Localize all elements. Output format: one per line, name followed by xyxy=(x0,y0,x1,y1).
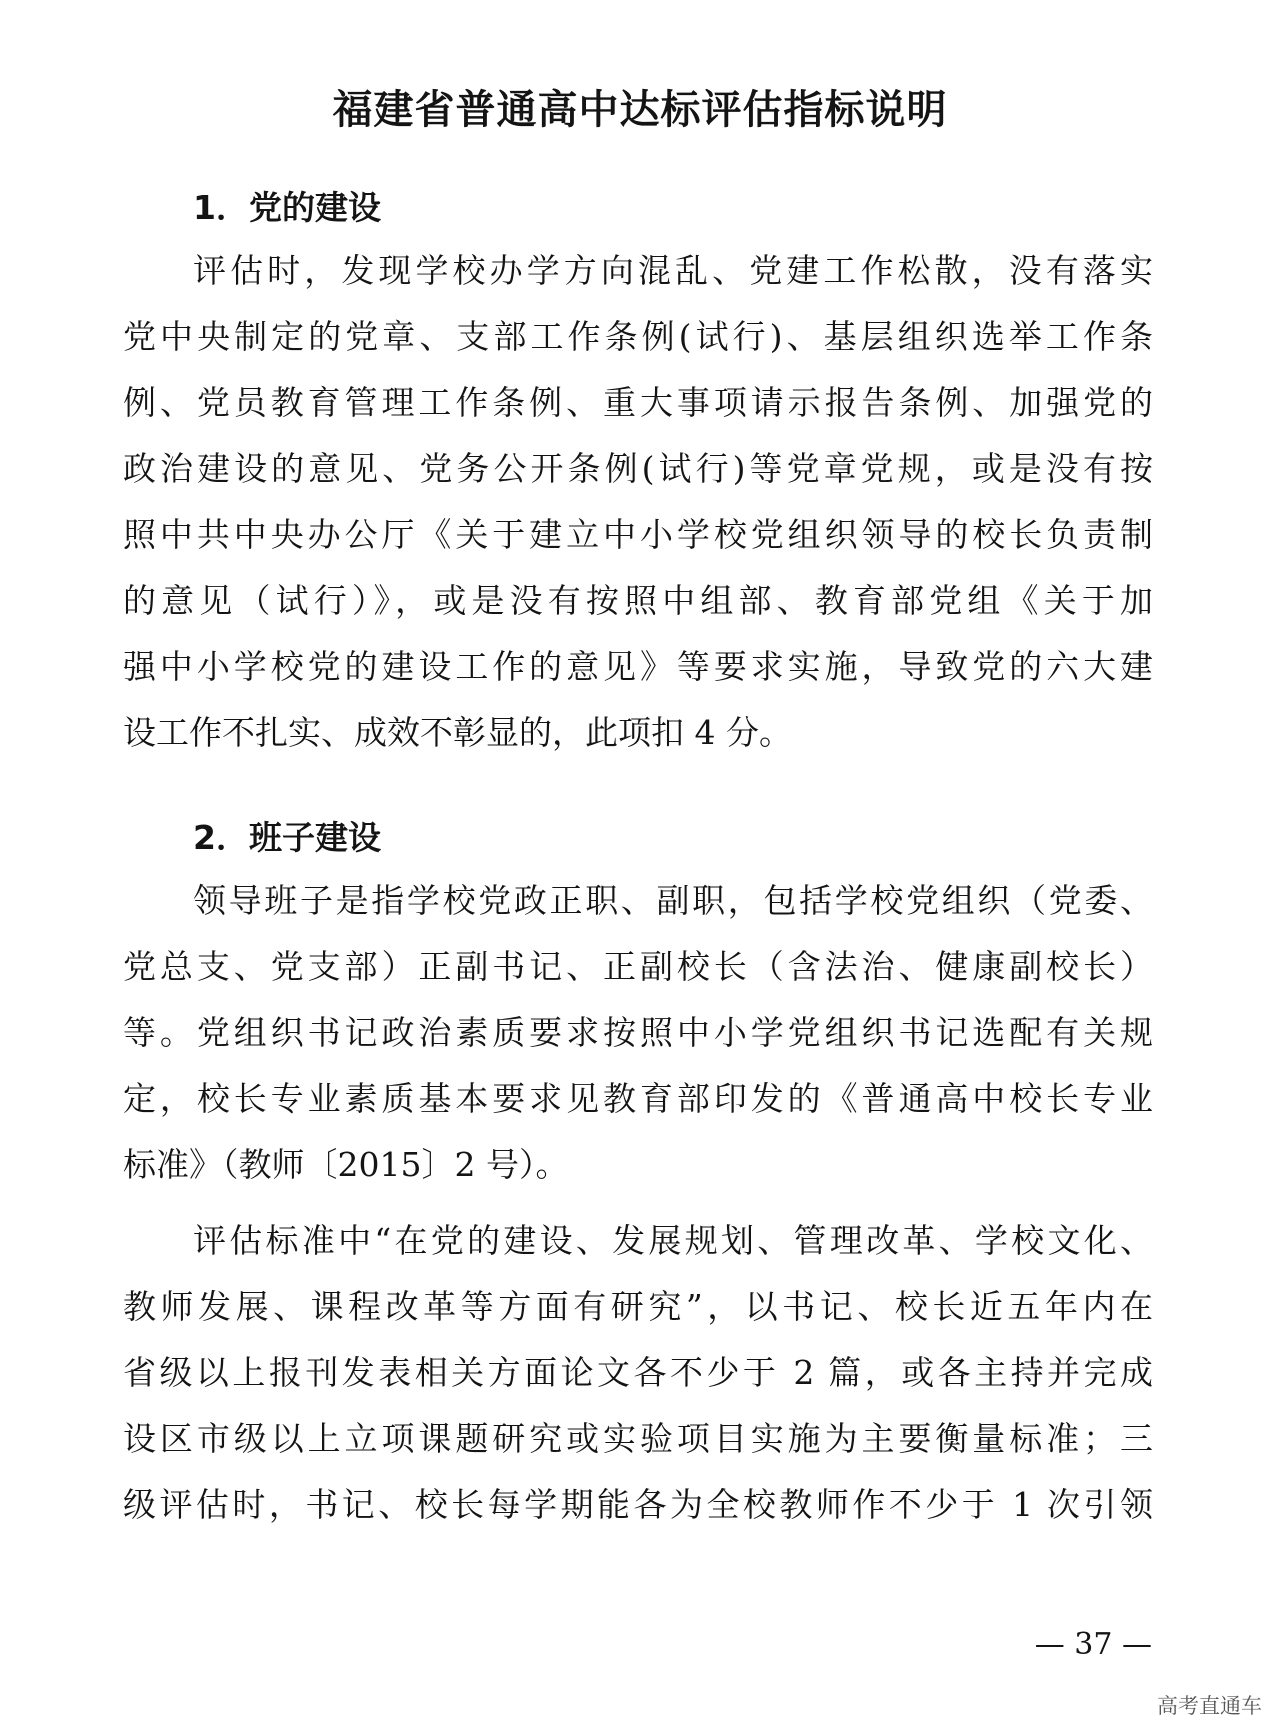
section-heading-leadership-team: 2．班子建设 xyxy=(193,818,381,857)
section-heading-party-building: 1．党的建设 xyxy=(193,188,381,227)
paragraph-line: 评估标准中“在党的建设、发展规划、管理改革、学校文化、 xyxy=(193,1221,1153,1260)
document-title: 福建省普通高中达标评估指标说明 xyxy=(332,87,948,133)
paragraph-line: 标准》（教师〔2015〕2 号）。 xyxy=(123,1145,569,1184)
paragraph-line: 等。党组织书记政治素质要求按照中小学党组织书记选配有关规 xyxy=(123,1013,1153,1052)
paragraph-line: 强中小学校党的建设工作的意见》等要求实施，导致党的六大建 xyxy=(123,647,1153,686)
paragraph-party-building xyxy=(123,238,1153,766)
paragraph-line: 教师发展、课程改革等方面有研究”，以书记、校长近五年内在 xyxy=(123,1287,1153,1326)
paragraph-leadership-definition xyxy=(123,868,1153,1198)
paragraph-line: 的意见（试行）》，或是没有按照中组部、教育部党组《关于加 xyxy=(123,581,1153,620)
watermark-label: 高考直通车 xyxy=(1157,1694,1262,1718)
paragraph-line: 级评估时，书记、校长每学期能各为全校教师作不少于 1 次引领 xyxy=(123,1485,1153,1524)
paragraph-leadership-standard xyxy=(123,1208,1153,1538)
paragraph-line: 例、党员教育管理工作条例、重大事项请示报告条例、加强党的 xyxy=(123,383,1153,422)
paragraph-line: 党总支、党支部）正副书记、正副校长（含法治、健康副校长） xyxy=(123,947,1153,986)
paragraph-line: 照中共中央办公厅《关于建立中小学校党组织领导的校长负责制 xyxy=(123,515,1153,554)
paragraph-line: 设工作不扎实、成效不彰显的，此项扣 4 分。 xyxy=(123,713,792,752)
paragraph-line: 党中央制定的党章、支部工作条例(试行)、基层组织选举工作条 xyxy=(123,317,1153,356)
paragraph-line: 评估时，发现学校办学方向混乱、党建工作松散，没有落实 xyxy=(193,251,1153,290)
paragraph-line: 定，校长专业素质基本要求见教育部印发的《普通高中校长专业 xyxy=(123,1079,1153,1118)
paragraph-line: 政治建设的意见、党务公开条例(试行)等党章党规，或是没有按 xyxy=(123,449,1153,488)
page-number: — 37 — xyxy=(1034,1627,1152,1662)
paragraph-line: 领导班子是指学校党政正职、副职，包括学校党组织（党委、 xyxy=(193,881,1153,920)
paragraph-line: 设区市级以上立项课题研究或实验项目实施为主要衡量标准；三 xyxy=(123,1419,1153,1458)
paragraph-line: 省级以上报刊发表相关方面论文各不少于 2 篇，或各主持并完成 xyxy=(123,1353,1153,1392)
